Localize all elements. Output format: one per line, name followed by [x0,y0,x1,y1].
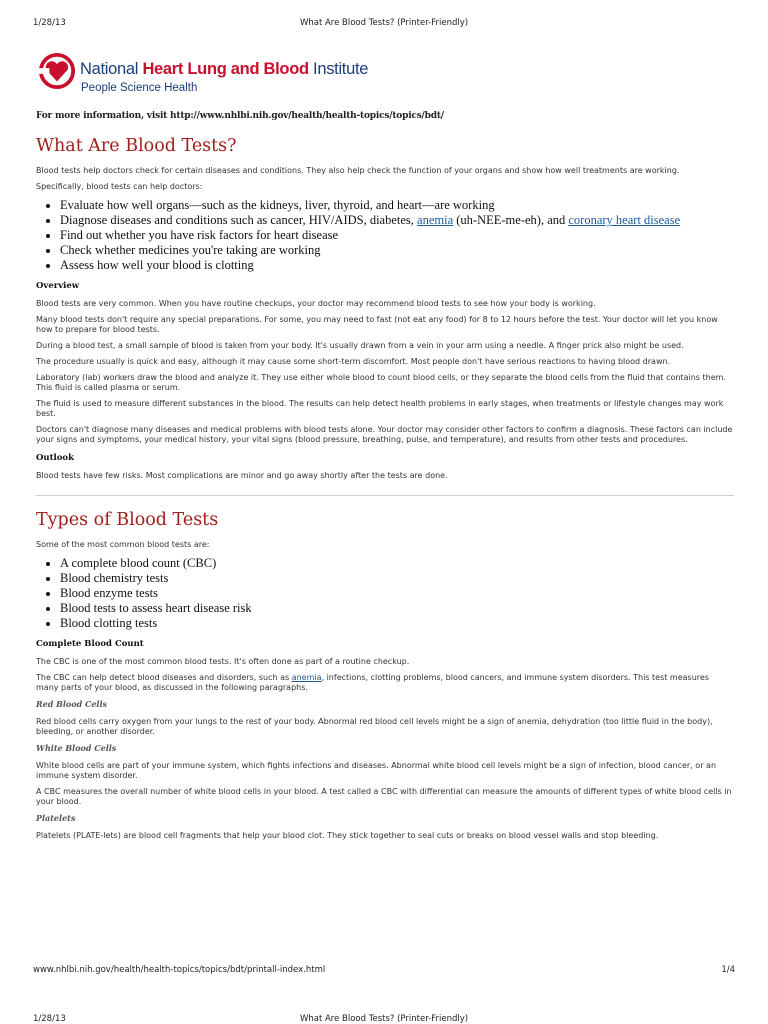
platelets-heading: Platelets [36,813,76,823]
logo-wordmark-suffix: Institute [308,60,369,78]
overview-paragraph: Doctors can't diagnose many diseases and medical problems with blood tests alone. Your doctor may consider other factors to confirm a diagnosis. These factors can include your signs and symptoms, your medical history, your vital signs (blood pressure, breathing, pulse, and temperature), and results from other tests and procedures. [36,425,733,444]
list-item: • Find out whether you have risk factors for heart disease [60,228,734,243]
print-date: 1/28/13 [33,18,66,28]
logo-wordmark-prefix: National [80,60,143,78]
rbc-paragraph: Red blood cells carry oxygen from your lungs to the rest of your body. Abnormal red blood cell levels might be a sign of anemia, dehydration (too little fluid in the body), bleeding, or another disorder. [36,717,713,736]
nhlbi-logo[interactable] [38,52,369,100]
list-item: • Blood clotting tests [60,616,734,631]
article [36,111,734,847]
list-item: • Blood chemistry tests [60,571,734,586]
list-item: • Blood tests to assess heart disease risk [60,601,734,616]
platelets-paragraph: Platelets (PLATE-lets) are blood cell fragments that help your blood clot. They stick together to seal cuts or breaks on blood vessel walls and stop bleeding. [36,831,659,840]
outlook-paragraph: Blood tests have few risks. Most complications are minor and go away shortly after the tests are done. [36,471,448,480]
overview-paragraph: Laboratory (lab) workers draw the blood and analyze it. They use either whole blood to count blood cells, or they separate the blood cells from the fluid that contains them. This fluid is called plasma or serum. [36,373,726,392]
wbc-paragraph: A CBC measures the overall number of white blood cells in your blood. A test called a CBC with differential can measure the amounts of different types of white blood cells in your blood. [36,787,732,806]
nhlbi-heart-logo-icon [38,52,76,90]
overview-paragraph: The fluid is used to measure different substances in the blood. The results can help detect health problems in early stages, when treatments or lifestyle changes may work best. [36,399,724,418]
section-divider [36,495,734,496]
section-title-types-of-blood-tests: Types of Blood Tests [36,510,219,530]
list-item: • Evaluate how well organs—such as the kidneys, liver, thyroid, and heart—are working [60,198,734,213]
red-blood-cells-heading: Red Blood Cells [36,699,108,709]
anemia-link[interactable]: anemia [417,213,454,227]
list-item: • Check whether medicines you're taking are working [60,243,734,258]
cbc-paragraph [36,673,734,693]
white-blood-cells-heading: White Blood Cells [36,743,117,753]
list-item: • Assess how well your blood is clotting [60,258,734,273]
list-item: • Blood enzyme tests [60,586,734,601]
cbc-text: , infections, clotting problems, blood cancers, and immune system disorders. This test measures many parts of your blood, as discussed in the following paragraphs. [36,673,709,692]
list-item-text: (uh-NEE-me-eh), and [453,213,569,227]
outlook-heading: Outlook [36,453,74,463]
cbc-heading: Complete Blood Count [36,639,144,649]
overview-heading: Overview [36,281,80,291]
types-intro: Some of the most common blood tests are: [36,540,210,549]
coronary-heart-disease-link[interactable]: coronary heart disease [568,213,681,227]
overview-paragraph: The procedure usually is quick and easy, although it may cause some short-term discomfort. Most people don't have serious reactions to having blood drawn. [36,357,671,366]
page-number: 1/4 [721,965,735,975]
cbc-paragraph: The CBC is one of the most common blood tests. It's often done as part of a routine checkup. [36,657,410,666]
intro-paragraph: Blood tests help doctors check for certain diseases and conditions. They also help check the function of your organs and show how well treatments are working. [36,166,680,175]
types-list [36,556,734,631]
cbc-text: The CBC can help detect blood diseases and disorders, such as [36,673,292,682]
more-info-link[interactable]: For more information, visit http://www.nhlbi.nih.gov/health/health-topics/topics/bdt/ [36,111,444,121]
print-url: www.nhlbi.nih.gov/health/health-topics/topics/bdt/printall-index.html [33,965,326,975]
anemia-link[interactable]: anemia [291,673,322,682]
print-title: What Are Blood Tests? (Printer-Friendly) [299,1014,469,1024]
overview-paragraph: During a blood test, a small sample of blood is taken from your body. It's usually drawn from a vein in your arm using a needle. A finger prick also might be used. [36,341,684,350]
list-item-text: Diagnose diseases and conditions such as cancer, HIV/AIDS, diabetes, [60,213,418,227]
uses-list [36,198,734,273]
logo-wordmark [80,60,368,79]
print-date: 1/28/13 [33,1014,66,1024]
list-item: • A complete blood count (CBC) [60,556,734,571]
print-title: What Are Blood Tests? (Printer-Friendly) [299,18,469,28]
wbc-paragraph: White blood cells are part of your immune system, which fights infections and diseases. Abnormal white blood cell levels might be a sign of infection, blood cancer, or an immune system disorder. [36,761,717,780]
list-item [60,213,734,228]
section-title-what-are-blood-tests: What Are Blood Tests? [36,136,237,156]
overview-paragraph: Many blood tests don't require any special preparations. For some, you may need to fast (not eat any food) for 8 to 12 hours before the test. Your doctor will let you know how to prepare for blood tests. [36,315,718,334]
intro-paragraph-2: Specifically, blood tests can help doctors: [36,182,203,191]
logo-tagline: People Science Health [81,82,198,94]
overview-paragraph: Blood tests are very common. When you have routine checkups, your doctor may recommend blood tests to see how your body is working. [36,299,596,308]
logo-wordmark-red: Heart Lung and Blood [142,60,309,78]
